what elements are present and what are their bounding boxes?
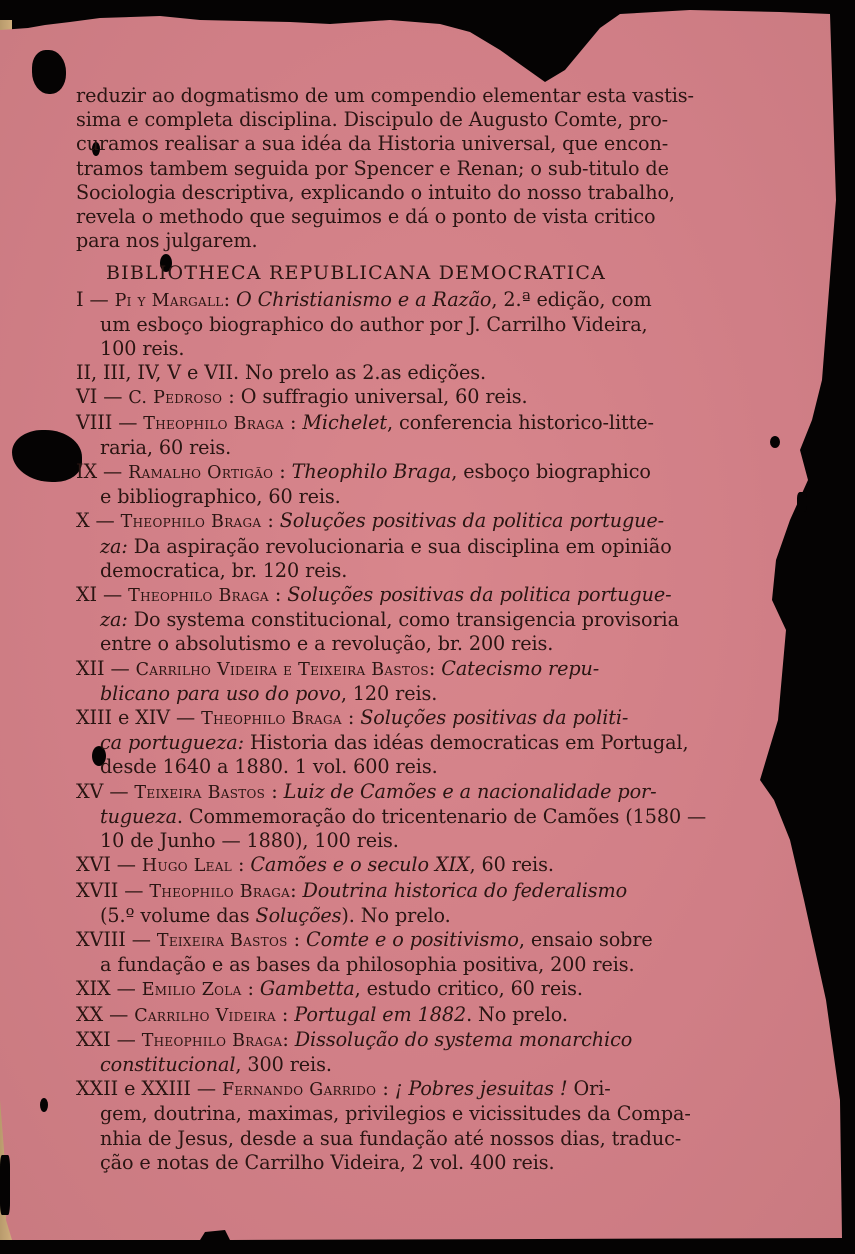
entry-separator: : — [341, 706, 361, 730]
entry-text: Da aspiração revolucionaria e sua disciplina em opinião — [127, 534, 672, 558]
entry-title: Portugal em 1882 — [294, 1002, 467, 1026]
entry-author: Theophilo Braga — [143, 413, 284, 434]
catalog-entry — [76, 509, 768, 583]
entry-line — [76, 1003, 768, 1028]
entry-line — [76, 928, 768, 953]
entry-text: , 300 reis. — [235, 1052, 332, 1076]
entry-title: O Christianismo e a Razão — [235, 287, 492, 311]
intro-line: Sociologia descriptiva, explicando o intuito do nosso trabalho, — [76, 180, 675, 204]
intro-line: curamos realisar a sua idéa da Historia universal, que encon- — [76, 132, 669, 156]
entry-text: e bibliographico, 60 reis. — [100, 485, 341, 509]
entry-text: gem, doutrina, maximas, privilegios e vicissitudes da Compa- — [100, 1102, 691, 1126]
entry-author: Theophilo Braga — [128, 586, 269, 607]
entry-number: XIII e XIV — — [76, 706, 202, 730]
catalog-list — [76, 288, 768, 1175]
entry-line — [76, 853, 768, 878]
entry-text: , esboço biographico — [451, 460, 651, 484]
entry-line — [76, 1028, 768, 1053]
entry-separator: : — [428, 656, 442, 680]
entry-text: , ensaio sobre — [518, 927, 653, 951]
entry-text: (5.º volume das — [100, 903, 256, 927]
entry-line — [76, 879, 768, 904]
entry-text: , estudo critico, 60 reis. — [354, 977, 583, 1001]
entry-line — [76, 904, 768, 928]
entry-line — [76, 583, 768, 608]
document-text — [76, 84, 768, 1175]
ink-blot — [0, 1155, 10, 1215]
entry-number: XII — — [76, 656, 136, 680]
entry-separator: : — [290, 878, 303, 902]
entry-text: um esboço biographico do author por J. Carrilho Videira, — [100, 312, 648, 336]
entry-title: ¡ Pobres jesuitas ! — [394, 1077, 568, 1101]
entry-title: Doutrina historica do federalismo — [302, 878, 628, 902]
intro-line: para nos julgarem. — [76, 229, 258, 253]
entry-line — [76, 411, 768, 436]
section-heading: BIBLIOTHECA REPUBLICANA DEMOCRATICA — [106, 262, 607, 285]
entry-line — [76, 1127, 768, 1151]
intro-line: reduzir ao dogmatismo de um compendio elementar esta vastis- — [76, 84, 694, 107]
intro-line: revela o methodo que seguimos e dá o ponto de vista critico — [76, 205, 656, 229]
entry-text: raria, 60 reis. — [100, 435, 232, 459]
entry-number: VI — — [76, 385, 129, 409]
entry-title: Catecismo repu- — [441, 656, 600, 680]
entry-title: constitucional — [100, 1052, 236, 1076]
entry-line — [76, 731, 768, 755]
entry-text: democratica, br. 120 reis. — [100, 558, 348, 582]
entry-author: Theophilo Braga — [141, 1030, 283, 1051]
catalog-entry — [76, 1077, 768, 1175]
entry-author: C. Pedroso — [128, 388, 223, 409]
catalog-entry — [76, 1003, 768, 1028]
entry-author: Theophilo Braga — [201, 709, 342, 730]
entry-title: Soluções positivas da politica portugue- — [287, 583, 672, 607]
entry-text: Historia das idéas democraticas em Portugal, — [243, 731, 689, 755]
entry-author: Fernando Garrido — [221, 1080, 377, 1101]
intro-line: sima e completa disciplina. Discipulo de Augusto Comte, pro- — [76, 108, 669, 132]
entry-line — [76, 1102, 768, 1126]
entry-author: Teixeira Bastos — [134, 782, 266, 803]
intro-paragraph — [76, 84, 768, 253]
ink-blot — [770, 436, 780, 448]
entry-line — [76, 337, 768, 361]
entry-title: Michelet — [302, 410, 388, 434]
entry-line — [76, 657, 768, 682]
entry-separator: : — [223, 287, 236, 311]
catalog-entry — [76, 780, 768, 854]
intro-line: tramos tambem seguida por Spencer e Renan; o sub-titulo de — [76, 156, 669, 180]
entry-separator: : — [222, 385, 241, 409]
entry-title: za: — [100, 608, 128, 632]
catalog-entry — [76, 853, 768, 878]
entry-line — [76, 632, 768, 656]
entry-title: Comte e o positivismo — [306, 927, 519, 951]
entry-author: Carrilho Videira e Teixeira Bastos — [135, 659, 429, 680]
catalog-entry — [76, 928, 768, 977]
entry-text: II, III, IV, V e VII. No prelo as 2.as edições. — [76, 361, 486, 385]
entry-number: XXII e XXIII — — [76, 1077, 222, 1101]
entry-line — [76, 608, 768, 632]
entry-number: XVI — — [76, 853, 142, 877]
entry-text: , conferencia historico-litte- — [387, 410, 654, 434]
entry-number: VIII — — [76, 410, 144, 434]
entry-title: Gambetta — [259, 977, 355, 1001]
entry-line — [76, 385, 768, 410]
ink-blot — [797, 492, 807, 512]
entry-text: entre o absolutismo e a revolução, br. 200 reis. — [100, 632, 554, 656]
catalog-entry — [76, 385, 768, 410]
entry-author: Theophilo Braga — [120, 512, 262, 533]
ink-blot — [32, 50, 66, 94]
entry-line — [76, 805, 768, 829]
entry-number: I — — [76, 287, 115, 311]
entry-line — [76, 535, 768, 559]
entry-separator: : — [275, 1002, 295, 1026]
catalog-entry — [76, 706, 768, 780]
entry-title: Soluções — [255, 903, 342, 927]
entry-number: IX — — [76, 460, 129, 484]
entry-author: Theophilo Braga — [149, 881, 291, 902]
entry-title: Dissolução do systema monarchico — [294, 1027, 633, 1051]
entry-number: XI — — [76, 583, 129, 607]
entry-text: Ori- — [567, 1077, 611, 1101]
entry-text: 10 de Junho — 1880), 100 reis. — [100, 829, 399, 853]
entry-title: ca portugueza: — [100, 731, 244, 755]
entry-number: XIX — — [76, 977, 142, 1001]
entry-title: Luiz de Camões e a nacionalidade por- — [283, 779, 657, 803]
catalog-entry — [76, 411, 768, 460]
ink-blot — [40, 1098, 48, 1112]
entry-line — [76, 977, 768, 1002]
entry-title: Soluções positivas da politica portugue- — [279, 509, 665, 533]
entry-author: Ramalho Ortigão — [128, 463, 274, 484]
entry-text: , 60 reis. — [469, 853, 554, 877]
catalog-entry — [76, 657, 768, 706]
entry-text: Do systema constitucional, como transigencia provisoria — [127, 608, 679, 632]
entry-text: ção e notas de Carrilho Videira, 2 vol. 400 reis. — [100, 1150, 555, 1174]
entry-text: . No prelo. — [466, 1002, 568, 1026]
entry-separator: : — [268, 583, 288, 607]
entry-line — [76, 755, 768, 779]
entry-separator: : — [287, 927, 307, 951]
entry-line — [76, 485, 768, 509]
entry-separator: : — [283, 410, 303, 434]
entry-line — [76, 829, 768, 853]
entry-author: Emilio Zola — [141, 980, 242, 1001]
entry-number: XXI — — [76, 1027, 142, 1051]
catalog-entry — [76, 879, 768, 928]
entry-title: Camões e o seculo XIX — [250, 853, 470, 877]
entry-title: za: — [100, 534, 128, 558]
entry-text: a fundação e as bases da philosophia positiva, 200 reis. — [100, 953, 635, 977]
entry-text: desde 1640 a 1880. 1 vol. 600 reis. — [100, 755, 438, 779]
entry-text: , 2.ª edição, com — [491, 287, 652, 311]
entry-separator: : — [231, 853, 251, 877]
entry-author: Hugo Leal — [141, 856, 232, 877]
entry-line — [76, 559, 768, 583]
entry-number: XX — — [76, 1002, 135, 1026]
entry-text: . Commemoração do tricentenario de Camões (1580 — — [176, 804, 707, 828]
entry-author: Carrilho Videira — [134, 1005, 276, 1026]
entry-title: tugueza — [100, 804, 177, 828]
entry-line — [76, 361, 768, 385]
entry-separator: : — [273, 460, 292, 484]
entry-separator: : — [376, 1077, 395, 1101]
entry-text: 100 reis. — [100, 337, 185, 361]
entry-separator: : — [282, 1027, 295, 1051]
entry-line — [76, 953, 768, 977]
entry-separator: : — [241, 977, 260, 1001]
entry-number: X — — [76, 509, 121, 533]
entry-line — [76, 288, 768, 313]
entry-line — [76, 313, 768, 337]
entry-line — [76, 460, 768, 485]
entry-line — [76, 436, 768, 460]
entry-number: XV — — [76, 779, 135, 803]
entry-author: Pi y Margall — [114, 290, 224, 311]
entry-line — [76, 509, 768, 534]
entry-text: nhia de Jesus, desde a sua fundação até nossos dias, traduc- — [100, 1126, 682, 1150]
entry-line — [76, 1053, 768, 1077]
entry-text: , 120 reis. — [340, 681, 438, 705]
catalog-entry — [76, 361, 768, 385]
catalog-entry — [76, 977, 768, 1002]
catalog-entry — [76, 583, 768, 657]
entry-author: Teixeira Bastos — [156, 930, 288, 951]
entry-text: ). No prelo. — [341, 903, 451, 927]
entry-title: Theophilo Braga — [291, 460, 452, 484]
entry-line — [76, 1151, 768, 1175]
entry-title: Soluções positivas da politi- — [360, 706, 629, 730]
catalog-entry — [76, 460, 768, 509]
entry-text: O suffragio universal, 60 reis. — [240, 385, 528, 409]
catalog-entry — [76, 288, 768, 362]
entry-separator: : — [265, 779, 284, 803]
entry-line — [76, 1077, 768, 1102]
catalog-entry — [76, 1028, 768, 1077]
entry-number: XVII — — [76, 878, 150, 902]
entry-title: blicano para uso do povo — [100, 681, 341, 705]
entry-line — [76, 706, 768, 731]
entry-separator: : — [261, 509, 280, 533]
entry-line — [76, 682, 768, 706]
entry-line — [76, 780, 768, 805]
entry-number: XVIII — — [76, 927, 157, 951]
